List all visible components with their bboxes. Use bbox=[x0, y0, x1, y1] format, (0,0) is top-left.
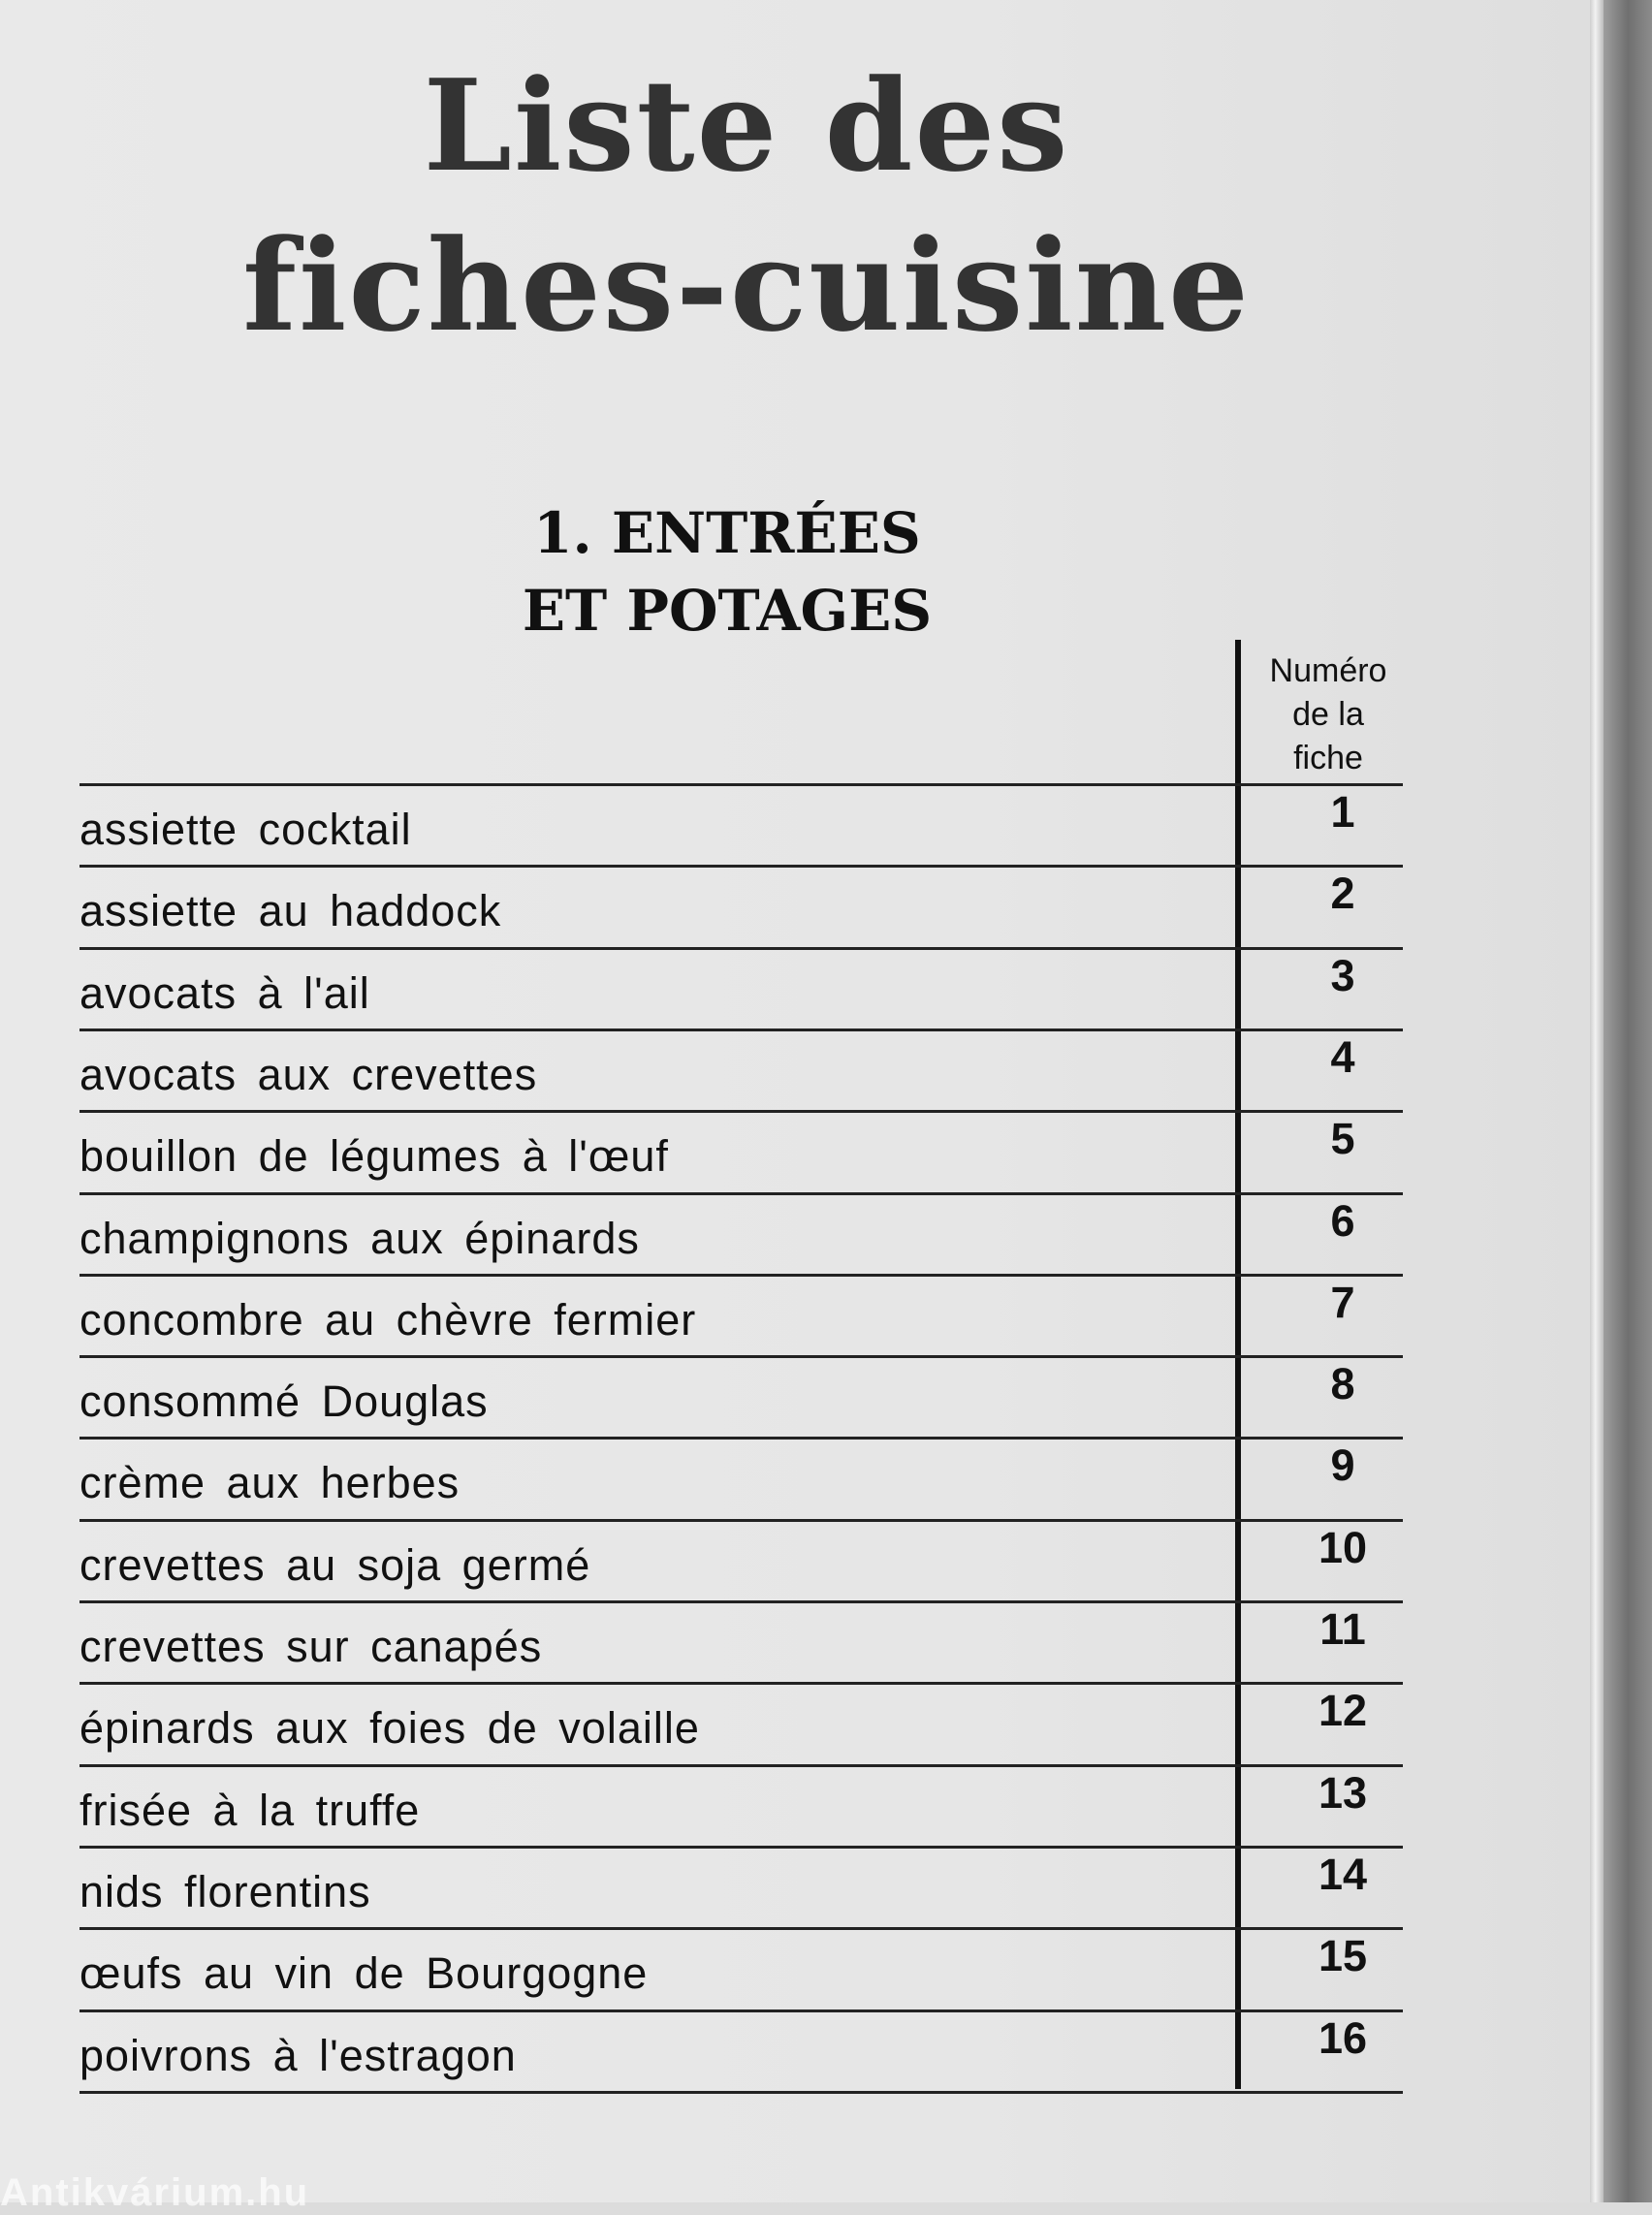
list-item bbox=[0, 1764, 1600, 1846]
recipe-number: 16 bbox=[1318, 2012, 1368, 2063]
list-item bbox=[0, 865, 1600, 946]
page-title-line-2: fiches-cuisine bbox=[242, 211, 1251, 360]
recipe-name: crème aux herbes bbox=[79, 1458, 461, 1508]
recipe-name: nids florentins bbox=[79, 1866, 371, 1916]
recipe-name: crevettes au soja germé bbox=[79, 1539, 591, 1590]
recipe-number: 3 bbox=[1330, 950, 1355, 1000]
recipe-number: 4 bbox=[1330, 1031, 1355, 1082]
recipe-number: 5 bbox=[1330, 1114, 1355, 1164]
recipe-number: 10 bbox=[1318, 1522, 1368, 1572]
recipe-number: 2 bbox=[1330, 869, 1355, 919]
recipe-number: 8 bbox=[1330, 1359, 1355, 1409]
recipe-number: 1 bbox=[1330, 787, 1355, 837]
column-header-line-2: de la bbox=[1292, 696, 1364, 733]
recipe-number: 15 bbox=[1318, 1931, 1368, 1981]
page-edge bbox=[1590, 0, 1604, 2202]
recipe-name: frisée à la truffe bbox=[79, 1785, 421, 1835]
recipe-number: 11 bbox=[1319, 1604, 1366, 1654]
list-item bbox=[0, 1110, 1600, 1191]
recipe-name: avocats aux crevettes bbox=[79, 1049, 538, 1099]
recipe-name: concombre au chèvre fermier bbox=[79, 1294, 697, 1345]
list-item bbox=[0, 1519, 1600, 1600]
list-item bbox=[0, 1192, 1600, 1274]
recipe-name: assiette au haddock bbox=[79, 886, 502, 936]
recipe-number: 12 bbox=[1318, 1686, 1368, 1736]
recipe-name: consommé Douglas bbox=[79, 1376, 489, 1427]
recipe-name: poivrons à l'estragon bbox=[79, 2030, 517, 2080]
recipe-number: 6 bbox=[1330, 1195, 1355, 1246]
list-item bbox=[0, 1846, 1600, 1927]
page-title-line-1: Liste des bbox=[423, 51, 1070, 200]
recipe-name: bouillon de légumes à l'œuf bbox=[79, 1131, 669, 1182]
list-item bbox=[0, 1355, 1600, 1437]
list-item bbox=[0, 947, 1600, 1028]
watermark-text: Antikvárium.hu bbox=[0, 2171, 310, 2214]
recipe-name: crevettes sur canapés bbox=[79, 1622, 543, 1671]
section-heading-line-1: 1. ENTRÉES bbox=[533, 500, 921, 566]
list-item bbox=[0, 2009, 1600, 2091]
section-heading-line-2: ET POTAGES bbox=[522, 578, 933, 644]
list-item bbox=[0, 1274, 1600, 1355]
recipe-number: 14 bbox=[1318, 1849, 1368, 1899]
recipe-name: épinards aux foies de volaille bbox=[79, 1703, 700, 1754]
recipe-name: assiette cocktail bbox=[79, 805, 412, 854]
list-item bbox=[0, 1682, 1600, 1763]
list-item bbox=[0, 1437, 1600, 1518]
column-header-line-3: fiche bbox=[1293, 740, 1363, 776]
list-item bbox=[0, 1600, 1600, 1682]
recipe-name: œufs au vin de Bourgogne bbox=[79, 1948, 649, 1999]
list-item bbox=[0, 1028, 1600, 1110]
recipe-name: champignons aux épinards bbox=[79, 1213, 640, 1263]
recipe-number: 13 bbox=[1318, 1767, 1368, 1818]
recipe-number: 7 bbox=[1330, 1277, 1355, 1327]
recipe-number: 9 bbox=[1330, 1440, 1355, 1491]
list-item bbox=[0, 1927, 1600, 2009]
row-divider bbox=[79, 2091, 1403, 2094]
column-header-line-1: Numéro bbox=[1269, 652, 1387, 689]
recipe-name: avocats à l'ail bbox=[79, 967, 370, 1018]
list-item bbox=[0, 783, 1600, 865]
book-spine bbox=[1604, 0, 1652, 2202]
